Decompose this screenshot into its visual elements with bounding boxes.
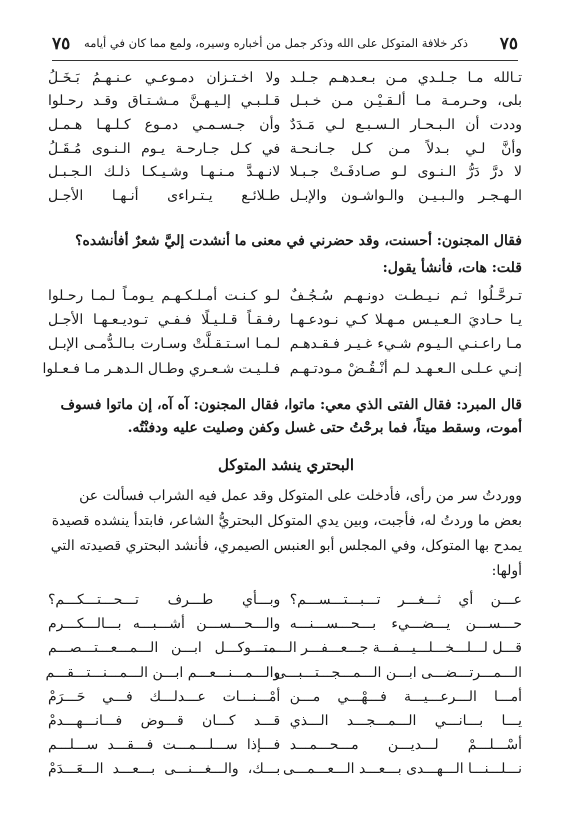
second-hemistich: قـلـبـي إلـيـهـنَّ مـشـتـاق وقـد رحـلوا xyxy=(48,93,281,110)
second-hemistich: وبـــأي طـــرف تـــحـــتـــكـــم؟ xyxy=(48,592,281,609)
poem-block-1 xyxy=(48,66,522,208)
second-hemistich: لانـهـدَّ مـنـهـا وشـيـكـا ذلـك الـجـبـل xyxy=(48,164,281,181)
first-hemistich: أمـــا الـــرعـــيـــة فـــهْـــي مـــن xyxy=(289,688,522,705)
first-hemistich: أسْـــلـــمْ لـــديـــن مـــحـــمـــد xyxy=(289,737,522,754)
verse-line xyxy=(48,308,522,332)
text-line: أموت، وسقط ميتاً، فما برحْتُ حتى غسل وكفن وصليت عليه ودفنْتُه. xyxy=(127,420,522,436)
first-hemistich: مـا راعـنـي الـيـوم شـيء غـيـر فـقـدهـم xyxy=(289,336,522,353)
second-hemistich: ـــتـــوكـــل ابـــن الـــمـــعـــتـــصـــم xyxy=(48,640,281,657)
running-title: ذكر خلافة المتوكل على الله وذكر جمل من أخباره وسيره، ولمع مما كان في أيامه xyxy=(84,36,468,50)
verse-line xyxy=(48,612,522,636)
page-number: ٧٥ xyxy=(499,34,518,54)
first-hemistich: نـــلـــنـــا الـــهـــدى بـــعـــد الـــعـــمـــى xyxy=(282,761,522,778)
text-line: قال المبرد: فقال الفتى الذي معي: ماتوا، فقال المجنون: آه آه، إن ماتوا فسوف xyxy=(60,397,522,413)
verse-line xyxy=(48,685,522,709)
first-hemistich: الـــمـــرتـــضـــى ابـــن الـــمـــجـــتـــبـــى xyxy=(274,664,522,681)
first-hemistich: بلى، وحـرمـة مـا ألـقـيْـن مـن خـبـل xyxy=(289,93,522,110)
section-heading: البحتري ينشد المتوكل xyxy=(217,456,355,474)
paragraph-majnun-reply: فقال المجنون: أحسنت، وقد حضرني في معنى ما أنشدت إليَّ شعرٌ أفأنشده؟ xyxy=(75,233,522,249)
second-hemistich: رفـقـاً قـلـيـلًا فـفـي تـوديـعـهـا الأجـل xyxy=(48,312,281,329)
paragraph-buhturi xyxy=(50,484,522,584)
second-hemistich: لـمـا اسـتـقـلَّتْ وسـارت بـالـدُّمـى الإبـل xyxy=(48,336,281,353)
verse-line xyxy=(48,588,522,612)
first-hemistich: تـالله مـا جـلـدي مـن بـعـدهـم جـلـد xyxy=(289,69,522,86)
first-hemistich: حـــســـن يـــضـــيء بـــحـــســـنـــه xyxy=(289,616,522,633)
verse-line xyxy=(45,661,522,685)
poem-block-3 xyxy=(45,588,522,782)
page-number-left: ٧٥ xyxy=(52,34,71,54)
first-hemistich: يـا حـاديَ الـعـيـس مـهـلا كـي نـودعـهـا xyxy=(289,312,522,329)
verse-line xyxy=(48,332,522,356)
second-hemistich: والـــمـــنـــعـــم ابـــن الـــمـــنـــتـــقـــم xyxy=(45,664,281,681)
paragraph-recite-request: قلت: هات، فأنشأ يقول: xyxy=(382,260,522,276)
second-hemistich: ولا اخـتـزان دمـوعـي عـنـهـمُ بَـخَـلُ xyxy=(48,69,281,86)
paragraph-mubarrad xyxy=(50,394,522,440)
second-hemistich: بـــك، والـــغـــنـــى بـــعـــد الـــعَـــدَمْ xyxy=(48,761,281,778)
second-hemistich: والـــحـــســـن أشـــبـــه بـــالـــكـــرم xyxy=(48,616,281,633)
verse-line xyxy=(48,160,522,184)
first-hemistich: لا درَّ دَرُّ الـنـوى لـو صـادفَـتْ جـبـلا xyxy=(289,164,522,181)
verse-line xyxy=(48,636,522,660)
first-hemistich: الـهـجـر والـبـيـن والـواشـون والإبـل xyxy=(289,187,522,204)
text-line: يمدح بها المتوكل، وفي المجلس أبو العنبس الصيمري، فأنشد البحتري قصيدته التي xyxy=(50,538,522,554)
verse-line xyxy=(48,184,522,208)
first-hemistich: وأنَّ لـي بـدلاً مـن كـل جـانـحـة xyxy=(289,140,522,157)
verse-line xyxy=(48,709,522,733)
second-hemistich: قـــد كـــان قـــوض فـــانـــهـــدمْ xyxy=(48,713,281,730)
first-hemistich: وددت أن الـبـحـار الـسـبـع لـي مَـدَدٌ xyxy=(289,116,522,133)
verse-line xyxy=(48,137,522,161)
second-hemistich: في كـل جـارحـة يـوم الـنـوى مُـقَـلُ xyxy=(48,140,281,157)
text-line: ووردتُ سر من رأى، فأدخلت على المتوكل وقد عمل فيه الشراب فسألت عن xyxy=(79,488,522,504)
verse-line xyxy=(48,757,522,781)
verse-line xyxy=(48,66,522,90)
second-hemistich: وأن جـسـمـي دمـوع كـلـهـا هـمـل xyxy=(48,116,281,133)
second-hemistich: لـو كـنـت أمـلـكـهـم يـومـاً لـمـا رحـلوا xyxy=(48,288,281,305)
verse-line xyxy=(48,113,522,137)
header-rule xyxy=(52,60,518,61)
first-hemistich: قـــل لـــلـــخـــلـــيـــفـــة جـــعـــفـــر الـــمـــ xyxy=(255,640,522,657)
verse-line xyxy=(48,733,522,757)
first-hemistich: يـــا بـــانـــي الـــمـــجـــد الـــذي xyxy=(289,713,522,730)
verse-line xyxy=(48,90,522,114)
first-hemistich: تـرحَّـلُوا ثـم نـيـطـت دونـهـم سُـجُـفٌ xyxy=(289,288,522,305)
first-hemistich: عـــن أي ثـــغـــر تـــبـــتـــســـم؟ xyxy=(289,592,522,609)
second-hemistich: فـلـيـت شـعـري وطـال الـدهـر مـا فـعـلوا xyxy=(42,360,281,377)
text-line: أولها: xyxy=(491,563,522,579)
first-hemistich: إنـي عـلـى الـعـهـد لـم أنْـقُـضْ مـودتـهـم xyxy=(289,360,522,377)
second-hemistich: فـــإذا ســـلـــمـــت فـــقـــد ســـلـــم xyxy=(48,737,281,754)
poem-block-2 xyxy=(42,284,522,381)
text-line: بعض ما وردتُ له، فأجبت، وبين يدي المتوكل البحتريُّ الشاعر، فابتدأ ينشده قصيدة xyxy=(51,513,522,529)
second-hemistich: طـلائـع يـتـراءى أنـهـا الأجـل xyxy=(48,187,281,204)
verse-line xyxy=(42,357,522,381)
page-header xyxy=(52,34,518,60)
verse-line xyxy=(48,284,522,308)
second-hemistich: أمْـــنـــات عـــدلـــك فـــي حَـــرَمْ xyxy=(48,688,281,705)
